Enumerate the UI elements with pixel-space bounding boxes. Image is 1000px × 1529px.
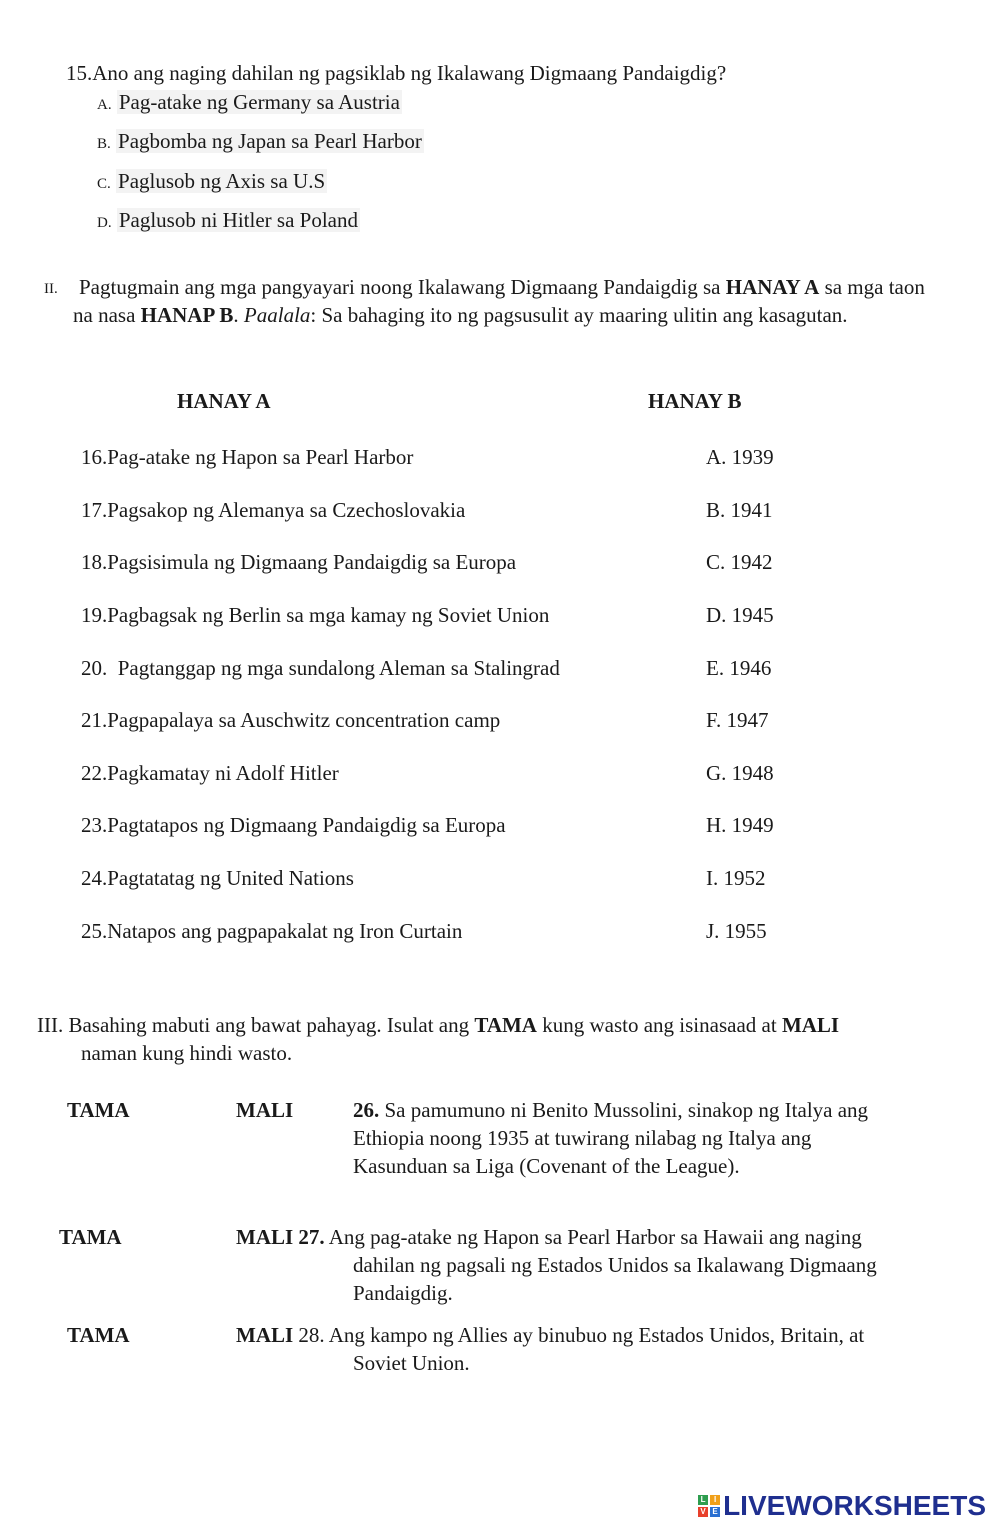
match-item-21: 21.Pagpapalaya sa Auschwitz concentration camp xyxy=(81,708,501,732)
q27-mali-option[interactable]: MALI 27. xyxy=(236,1225,325,1249)
option-letter: A. xyxy=(97,97,112,113)
q27-statement-line3: Pandaigdig. xyxy=(353,1281,453,1305)
q26-mali-option[interactable]: MALI xyxy=(236,1098,294,1122)
section2-numeral: II. xyxy=(44,281,58,297)
option-letter: D. xyxy=(97,215,112,231)
q15-option-b[interactable] xyxy=(97,128,424,155)
section2-instructions: Pagtugmain ang mga pangyayari noong Ikalawang Digmaang Pandaigdig sa HANAY A sa mga taon na nasa HANAP B. Paalala: Sa bahaging ito ng pagsusulit ay maaring ulitin ang kasagutan. xyxy=(73,275,925,327)
option-text: Paglusob ng Axis sa U.S xyxy=(118,169,326,193)
match-item-20: 20. Pagtanggap ng mga sundalong Aleman sa Stalingrad xyxy=(81,656,560,680)
section3-instructions-line2: naman kung hindi wasto. xyxy=(81,1041,293,1065)
option-letter: B. xyxy=(97,136,111,152)
option-text: Pag-atake ng Germany sa Austria xyxy=(118,90,400,114)
match-item-17: 17.Pagsakop ng Alemanya sa Czechoslovakia xyxy=(81,498,466,522)
option-text: Pagbomba ng Japan sa Pearl Harbor xyxy=(118,129,422,153)
match-item-23: 23.Pagtatapos ng Digmaang Pandaigdig sa Europa xyxy=(81,813,506,837)
option-letter: C. xyxy=(97,176,111,192)
q26-statement-line3: Kasunduan sa Liga (Covenant of the League). xyxy=(353,1154,740,1178)
liveworksheets-logo[interactable] xyxy=(698,1489,986,1523)
q27-statement: MALI 27. Ang pag-atake ng Hapon sa Pearl Harbor sa Hawaii ang naging xyxy=(236,1225,862,1249)
q26-tama-option[interactable]: TAMA xyxy=(67,1098,130,1122)
section3-instructions: III. Basahing mabuti ang bawat pahayag. Isulat ang TAMA kung wasto ang isinasaad at MALI xyxy=(37,1013,840,1037)
q15-question: 15.Ano ang naging dahilan ng pagsiklab ng Ikalawang Digmaang Pandaigdig? xyxy=(66,61,727,85)
year-e: E. 1946 xyxy=(706,656,772,680)
q26-statement-line2: Ethiopia noong 1935 at tuwirang nilabag ng Italya ang xyxy=(353,1126,812,1150)
year-h: H. 1949 xyxy=(706,813,774,837)
option-text: Paglusob ni Hitler sa Poland xyxy=(118,208,358,232)
match-item-24: 24.Pagtatatag ng United Nations xyxy=(81,866,354,890)
year-j: J. 1955 xyxy=(706,919,767,943)
match-item-16: 16.Pag-atake ng Hapon sa Pearl Harbor xyxy=(81,445,414,469)
match-item-25: 25.Natapos ang pagpapakalat ng Iron Curtain xyxy=(81,919,463,943)
q26-statement: 26. Sa pamumuno ni Benito Mussolini, sinakop ng Italya ang xyxy=(353,1098,869,1122)
year-g: G. 1948 xyxy=(706,761,774,785)
q28-mali-option[interactable]: MALI xyxy=(236,1323,294,1347)
liveworksheets-logo-icon: L I V E xyxy=(698,1495,720,1517)
liveworksheets-logo-text: LIVEWORKSHEETS xyxy=(723,1490,986,1521)
year-d: D. 1945 xyxy=(706,603,774,627)
hanay-b-header: HANAY B xyxy=(648,389,742,413)
q28-tama-option[interactable]: TAMA xyxy=(67,1323,130,1347)
year-i: I. 1952 xyxy=(706,866,766,890)
q27-tama-option[interactable]: TAMA xyxy=(59,1225,122,1249)
year-a: A. 1939 xyxy=(706,445,774,469)
q15-option-c[interactable] xyxy=(97,168,327,195)
q27-statement-line2: dahilan ng pagsali ng Estados Unidos sa Ikalawang Digmaang xyxy=(353,1253,877,1277)
q15-option-a[interactable] xyxy=(97,89,402,116)
hanay-a-header: HANAY A xyxy=(177,389,271,413)
year-f: F. 1947 xyxy=(706,708,769,732)
match-item-19: 19.Pagbagsak ng Berlin sa mga kamay ng Soviet Union xyxy=(81,603,550,627)
year-b: B. 1941 xyxy=(706,498,773,522)
match-item-22: 22.Pagkamatay ni Adolf Hitler xyxy=(81,761,339,785)
match-item-18: 18.Pagsisimula ng Digmaang Pandaigdig sa Europa xyxy=(81,550,517,574)
q28-statement: MALI 28. Ang kampo ng Allies ay binubuo ng Estados Unidos, Britain, at xyxy=(236,1323,865,1347)
year-c: C. 1942 xyxy=(706,550,773,574)
q15-option-d[interactable] xyxy=(97,207,360,234)
q28-statement-line2: Soviet Union. xyxy=(353,1351,470,1375)
